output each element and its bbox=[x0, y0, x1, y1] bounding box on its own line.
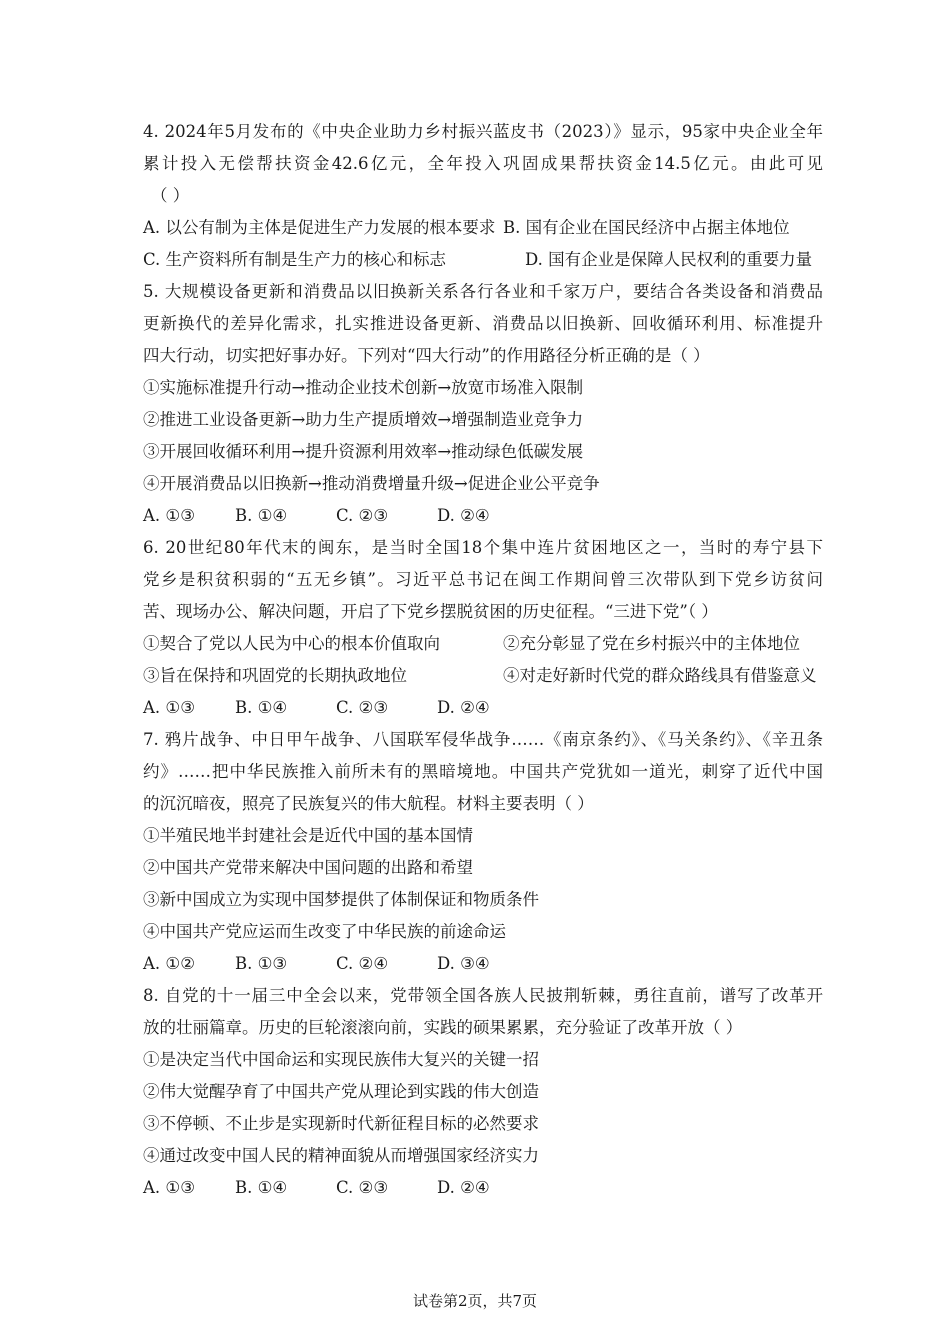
question-5-stem-line-1: 5. 大规模设备更新和消费品以旧换新关系各行各业和千家万户，要结合各类设备和消费品 bbox=[143, 282, 823, 301]
question-5-stem-line-3: 四大行动，切实把好事办好。下列对“四大行动”的作用路径分析正确的是（ ） bbox=[143, 346, 710, 365]
question-4-option-a: A. 以公有制为主体是促进生产力发展的根本要求 bbox=[143, 218, 496, 237]
question-6-statement-2: ②充分彰显了党在乡村振兴中的主体地位 bbox=[503, 634, 800, 653]
question-6-statement-1: ①契合了党以人民为中心的根本价值取向 bbox=[143, 634, 440, 653]
question-6-choice-a: A. ①③ bbox=[143, 698, 195, 717]
question-6-stem-line-3: 苦、现场办公、解决问题，开启了下党乡摆脱贫困的历史征程。“三进下党”（ ） bbox=[143, 602, 718, 621]
question-5 bbox=[143, 276, 823, 532]
question-5-choices bbox=[143, 500, 823, 532]
question-6-choice-b: B. ①④ bbox=[235, 698, 288, 717]
question-6-stem-line-2: 党乡是积贫积弱的“五无乡镇”。习近平总书记在闽工作期间曾三次带队到下党乡访贫问 bbox=[143, 570, 823, 589]
question-5-choice-c: C. ②③ bbox=[336, 506, 389, 525]
question-8-statement-2: ②伟大觉醒孕育了中国共产党从理论到实践的伟大创造 bbox=[143, 1082, 539, 1101]
question-7-stem-line-1: 7. 鸦片战争、中日甲午战争、八国联军侵华战争……《南京条约》、《马关条约》、《辛丑条 bbox=[143, 730, 823, 749]
question-4-options-cd bbox=[143, 244, 823, 276]
question-7-statement-4: ④中国共产党应运而生改变了中华民族的前途命运 bbox=[143, 922, 506, 941]
question-7-choice-c: C. ②④ bbox=[336, 954, 389, 973]
question-5-choice-b: B. ①④ bbox=[235, 506, 288, 525]
page-footer: 试卷第2页，共7页 bbox=[412, 1292, 538, 1310]
question-7 bbox=[143, 724, 823, 980]
question-7-choice-a: A. ①② bbox=[143, 954, 195, 973]
question-8 bbox=[143, 980, 823, 1204]
question-5-statement-4: ④开展消费品以旧换新→推动消费增量升级→促进企业公平竞争 bbox=[143, 474, 600, 493]
question-8-choices bbox=[143, 1172, 823, 1204]
question-4 bbox=[143, 116, 823, 276]
question-5-statement-1: ①实施标准提升行动→推动企业技术创新→放宽市场准入限制 bbox=[143, 378, 584, 397]
question-7-stem-line-3: 的沉沉暗夜，照亮了民族复兴的伟大航程。材料主要表明（ ） bbox=[143, 794, 594, 813]
question-4-stem-line-1: 4. 2024年5月发布的《中央企业助力乡村振兴蓝皮书（2023）》显示，95家中央企业全年 bbox=[143, 122, 823, 141]
question-5-choice-a: A. ①③ bbox=[143, 506, 195, 525]
question-5-stem-line-2: 更新换代的差异化需求，扎实推进设备更新、消费品以旧换新、回收循环利用、标准提升 bbox=[143, 314, 823, 333]
question-6-stem-line-1: 6. 20世纪80年代末的闽东，是当时全国18个集中连片贫困地区之一，当时的寿宁县下 bbox=[143, 538, 823, 557]
question-5-statement-2: ②推进工业设备更新→助力生产提质增效→增强制造业竞争力 bbox=[143, 410, 584, 429]
question-7-choices bbox=[143, 948, 823, 980]
question-6-choices bbox=[143, 692, 823, 724]
question-5-statement-3: ③开展回收循环利用→提升资源利用效率→推动绿色低碳发展 bbox=[143, 442, 584, 461]
question-4-answer-blank: （ ） bbox=[151, 186, 190, 205]
question-4-stem-line-2: 累计投入无偿帮扶资金42.6亿元，全年投入巩固成果帮扶资金14.5亿元。由此可见 bbox=[143, 154, 823, 173]
question-6-choice-c: C. ②③ bbox=[336, 698, 389, 717]
question-6-statement-4: ④对走好新时代党的群众路线具有借鉴意义 bbox=[503, 666, 817, 685]
question-7-choice-d: D. ③④ bbox=[437, 954, 490, 973]
question-6-choice-d: D. ②④ bbox=[437, 698, 490, 717]
question-4-option-c: C. 生产资料所有制是生产力的核心和标志 bbox=[143, 250, 447, 269]
question-6-statements-12 bbox=[143, 628, 823, 660]
question-8-choice-c: C. ②③ bbox=[336, 1178, 389, 1197]
question-8-statement-3: ③不停顿、不止步是实现新时代新征程目标的必然要求 bbox=[143, 1114, 539, 1133]
question-7-choice-b: B. ①③ bbox=[235, 954, 288, 973]
question-8-choice-b: B. ①④ bbox=[235, 1178, 288, 1197]
question-7-statement-3: ③新中国成立为实现中国梦提供了体制保证和物质条件 bbox=[143, 890, 539, 909]
question-7-statement-2: ②中国共产党带来解决中国问题的出路和希望 bbox=[143, 858, 473, 877]
question-4-option-b: B. 国有企业在国民经济中占据主体地位 bbox=[503, 218, 790, 237]
question-4-options-ab bbox=[143, 212, 823, 244]
question-8-statement-4: ④通过改变中国人民的精神面貌从而增强国家经济实力 bbox=[143, 1146, 539, 1165]
question-7-statement-1: ①半殖民地半封建社会是近代中国的基本国情 bbox=[143, 826, 473, 845]
exam-page-content bbox=[143, 116, 823, 1204]
question-5-choice-d: D. ②④ bbox=[437, 506, 490, 525]
question-6-statement-3: ③旨在保持和巩固党的长期执政地位 bbox=[143, 666, 407, 685]
question-6 bbox=[143, 532, 823, 724]
question-8-choice-a: A. ①③ bbox=[143, 1178, 195, 1197]
question-8-choice-d: D. ②④ bbox=[437, 1178, 490, 1197]
question-6-statements-34 bbox=[143, 660, 823, 692]
question-8-statement-1: ①是决定当代中国命运和实现民族伟大复兴的关键一招 bbox=[143, 1050, 539, 1069]
question-7-stem-line-2: 约》……把中华民族推入前所未有的黑暗境地。中国共产党犹如一道光，刺穿了近代中国 bbox=[143, 762, 823, 781]
question-8-stem-line-1: 8. 自党的十一届三中全会以来，党带领全国各族人民披荆斩棘，勇往直前，谱写了改革开 bbox=[143, 986, 823, 1005]
question-8-stem-line-2: 放的壮丽篇章。历史的巨轮滚滚向前，实践的硕果累累，充分验证了改革开放（ ） bbox=[143, 1018, 743, 1037]
question-4-option-d: D. 国有企业是保障人民权利的重要力量 bbox=[525, 250, 813, 269]
